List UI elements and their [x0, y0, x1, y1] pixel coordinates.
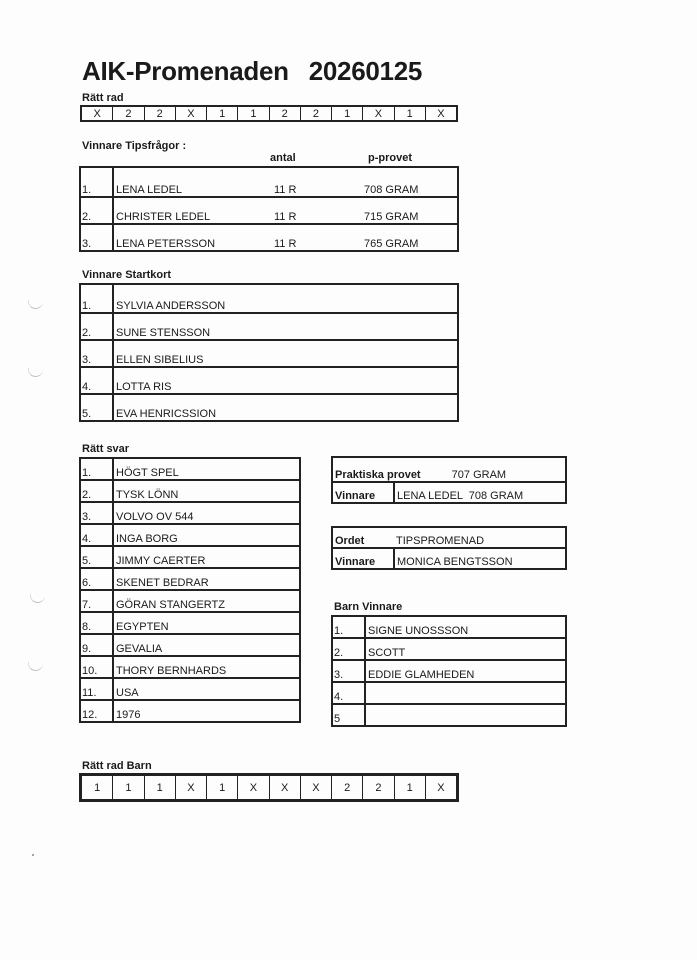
winner-name: EVA HENRICSSION	[113, 394, 458, 421]
row-cell: X	[437, 107, 445, 120]
row-number: 1.	[80, 284, 113, 313]
row-number: 2.	[80, 197, 113, 224]
row-cell: X	[176, 776, 207, 799]
praktiska-row	[332, 457, 566, 482]
winner-name: SIGNE UNOSSSON	[365, 616, 566, 638]
page-title	[82, 56, 422, 87]
ordet-winner-row	[332, 548, 566, 569]
winner-name	[365, 704, 566, 726]
table-row	[80, 524, 300, 546]
ordet-row	[332, 527, 566, 548]
answer-text: SKENET BEDRAR	[113, 568, 300, 590]
answer-text: USA	[113, 678, 300, 700]
barn-vinnare-label: Barn Vinnare	[334, 601, 403, 613]
ratt-rad-row	[80, 105, 458, 122]
winner-name: SUNE STENSSON	[113, 313, 458, 340]
answer-text: GÖRAN STANGERTZ	[113, 590, 300, 612]
scan-speck	[32, 854, 34, 856]
row-number: 3.	[80, 340, 113, 367]
table-row	[332, 660, 566, 682]
row-number: 7.	[80, 590, 113, 612]
row-number: 4.	[80, 524, 113, 546]
answer-text: THORY BERNHARDS	[113, 656, 300, 678]
table-row	[80, 700, 300, 722]
row-number: 3.	[332, 660, 365, 682]
row-number: 8.	[80, 612, 113, 634]
table-row	[332, 704, 566, 726]
hole-punch-mark	[28, 300, 43, 309]
table-row	[332, 638, 566, 660]
ordet-winner-label: Vinnare	[332, 548, 394, 569]
table-row	[332, 682, 566, 704]
startkort-table	[79, 283, 459, 422]
ratt-svar-table	[79, 457, 301, 723]
praktiska-winner-label: Vinnare	[332, 482, 394, 503]
winner-name: LENA PETERSSON	[113, 224, 272, 251]
answer-text: INGA BORG	[113, 524, 300, 546]
col-antal-header: antal	[270, 152, 296, 164]
winner-name: SCOTT	[365, 638, 566, 660]
winner-name: EDDIE GLAMHEDEN	[365, 660, 566, 682]
pprovet-value: 765 GRAM	[362, 224, 458, 251]
row-cell: X	[270, 776, 301, 799]
row-number: 12.	[80, 700, 113, 722]
answer-text: TYSK LÖNN	[113, 480, 300, 502]
table-row	[80, 458, 300, 480]
table-row	[332, 616, 566, 638]
ratt-svar-label: Rätt svar	[82, 443, 130, 455]
pprovet-value: 715 GRAM	[362, 197, 458, 224]
table-row	[80, 656, 300, 678]
table-row	[80, 224, 458, 251]
row-number: 3.	[80, 224, 113, 251]
answer-text: EGYPTEN	[113, 612, 300, 634]
row-number: 5	[332, 704, 365, 726]
hole-punch-mark	[30, 594, 45, 603]
row-number: 9.	[80, 634, 113, 656]
answer-text: JIMMY CAERTER	[113, 546, 300, 568]
row-cell: 2	[301, 107, 332, 120]
row-number: 2.	[80, 480, 113, 502]
table-row	[80, 394, 458, 421]
ordet-winner: MONICA BENGTSSON	[394, 548, 566, 569]
row-cell: 1	[395, 776, 426, 799]
winner-name: LOTTA RIS	[113, 367, 458, 394]
col-pprovet-header: p-provet	[368, 152, 412, 164]
row-number: 1.	[332, 616, 365, 638]
row-number: 5.	[80, 546, 113, 568]
table-row	[80, 340, 458, 367]
row-cell: X	[82, 107, 113, 120]
winner-name: LENA LEDEL	[113, 167, 272, 197]
row-number: 11.	[80, 678, 113, 700]
table-row	[80, 502, 300, 524]
antal-value: 11 R	[272, 167, 362, 197]
row-cell: X	[176, 107, 207, 120]
row-cell: 1	[145, 776, 176, 799]
answer-text: VOLVO OV 544	[113, 502, 300, 524]
ratt-rad-barn-label: Rätt rad Barn	[82, 760, 152, 772]
winner-name: SYLVIA ANDERSSON	[113, 284, 458, 313]
answer-text: GEVALIA	[113, 634, 300, 656]
pprovet-value: 708 GRAM	[362, 167, 458, 197]
antal-value: 11 R	[272, 224, 362, 251]
answer-text: HÖGT SPEL	[113, 458, 300, 480]
praktiska-label: Praktiska provet	[335, 469, 421, 481]
row-number: 1.	[80, 167, 113, 197]
winner-name	[365, 682, 566, 704]
ordet-value: TIPSPROMENAD	[394, 527, 566, 548]
praktiska-value: 707 GRAM	[451, 469, 507, 481]
row-cell: 1	[207, 107, 238, 120]
hole-punch-mark	[28, 368, 43, 377]
ratt-rad-barn-row	[79, 773, 459, 802]
row-cell: X	[238, 776, 269, 799]
table-row	[80, 590, 300, 612]
ordet-table	[331, 526, 567, 570]
row-cell: 1	[113, 776, 144, 799]
row-number: 3.	[80, 502, 113, 524]
row-cell: X	[301, 776, 332, 799]
praktiska-winner: LENA LEDEL 708 GRAM	[394, 482, 566, 503]
antal-value: 11 R	[272, 197, 362, 224]
table-row	[80, 197, 458, 224]
row-number: 5.	[80, 394, 113, 421]
row-cell: 2	[113, 107, 144, 120]
table-row	[80, 480, 300, 502]
title-date: 20260125	[308, 56, 423, 86]
table-row	[80, 367, 458, 394]
row-number: 4.	[80, 367, 113, 394]
tipsfragor-label: Vinnare Tipsfrågor :	[82, 140, 187, 152]
table-row	[80, 284, 458, 313]
row-number: 2.	[332, 638, 365, 660]
tipsfragor-table	[79, 166, 459, 252]
row-cell: X	[437, 781, 445, 794]
answer-text: 1976	[113, 700, 300, 722]
table-row	[80, 678, 300, 700]
praktiska-table	[331, 456, 567, 504]
praktiska-winner-row	[332, 482, 566, 503]
table-row	[80, 167, 458, 197]
hole-punch-mark	[28, 662, 43, 671]
row-cell: 1	[332, 107, 363, 120]
title-text: AIK-Promenaden	[82, 56, 289, 86]
table-row	[80, 568, 300, 590]
row-cell: 1	[395, 107, 426, 120]
praktiska-cell	[332, 457, 566, 482]
row-cell: 1	[82, 776, 113, 799]
row-cell: 1	[207, 776, 238, 799]
table-row	[80, 313, 458, 340]
row-number: 1.	[80, 458, 113, 480]
winner-name: ELLEN SIBELIUS	[113, 340, 458, 367]
row-number: 2.	[80, 313, 113, 340]
row-number: 10.	[80, 656, 113, 678]
barn-vinnare-table	[331, 615, 567, 727]
table-row	[80, 634, 300, 656]
table-row	[80, 612, 300, 634]
row-cell: 1	[238, 107, 269, 120]
row-cell: X	[363, 107, 394, 120]
row-cell: 2	[270, 107, 301, 120]
row-cell: 2	[363, 776, 394, 799]
ordet-label: Ordet	[332, 527, 394, 548]
startkort-label: Vinnare Startkort	[82, 269, 172, 281]
winner-name: CHRISTER LEDEL	[113, 197, 272, 224]
row-number: 4.	[332, 682, 365, 704]
row-cell: 2	[145, 107, 176, 120]
table-row	[80, 546, 300, 568]
row-cell: 2	[332, 776, 363, 799]
ratt-rad-label: Rätt rad	[82, 92, 124, 104]
row-number: 6.	[80, 568, 113, 590]
